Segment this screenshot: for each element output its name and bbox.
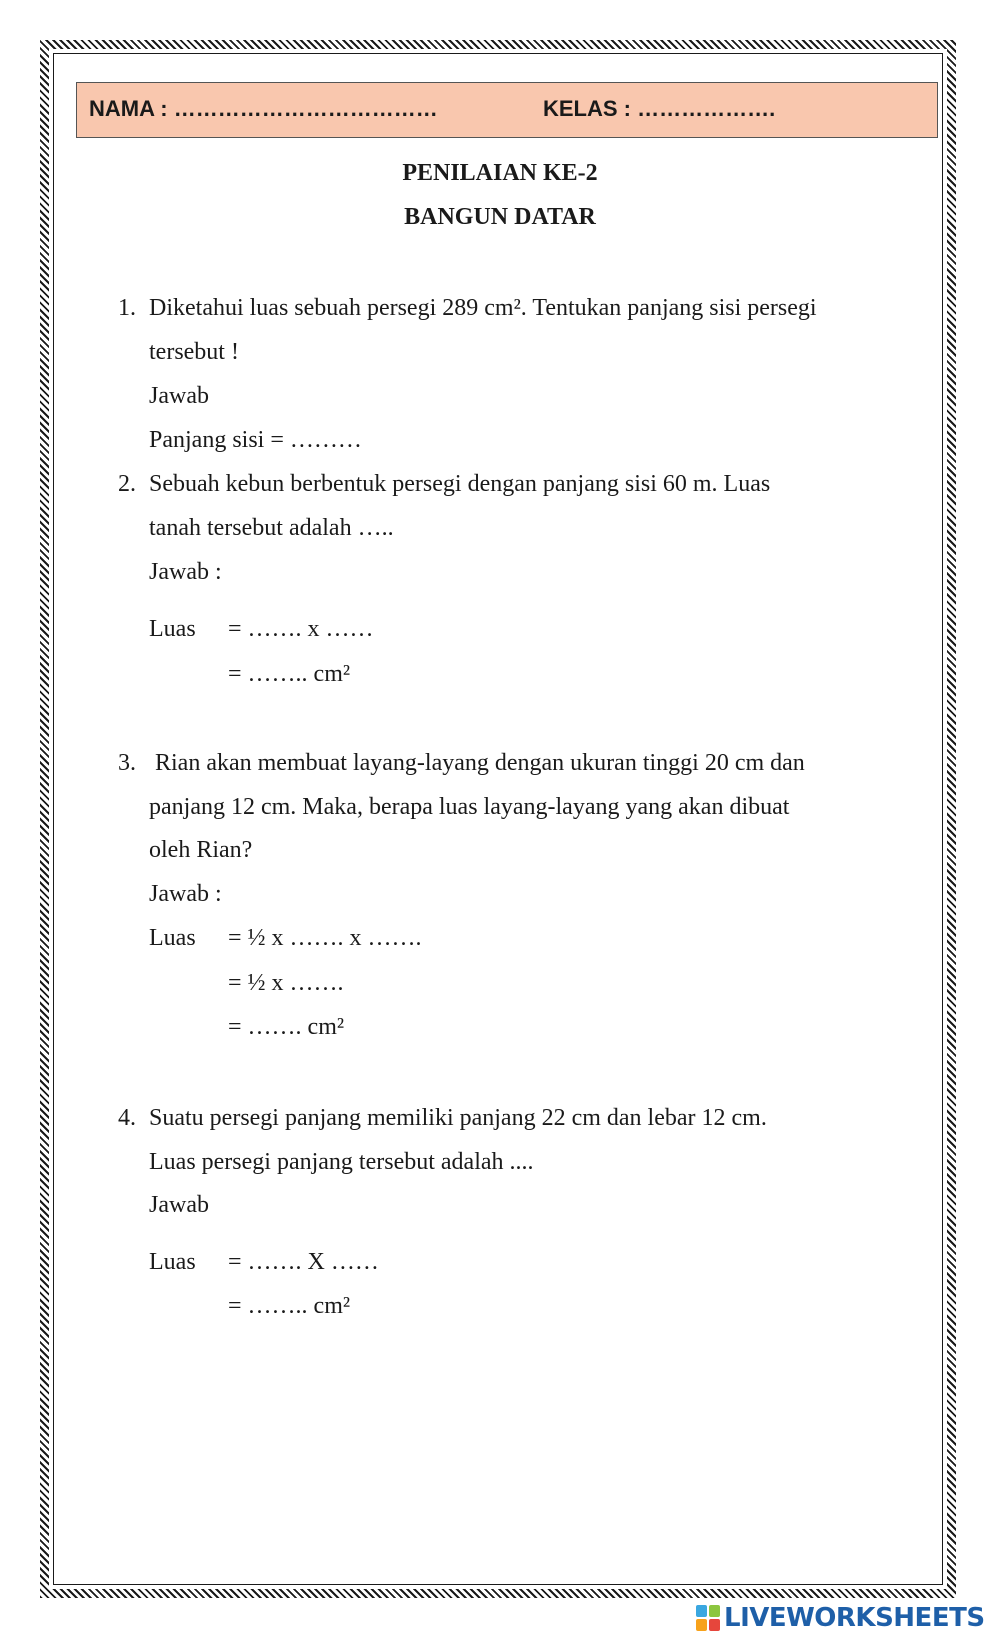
- page-title: PENILAIAN KE-2: [402, 160, 598, 186]
- q3-text-line2: panjang 12 cm. Maka, berapa luas layang-layang yang akan dibuat: [149, 794, 790, 820]
- page-subtitle: BANGUN DATAR: [404, 204, 596, 230]
- q2-jawab-label: Jawab :: [149, 559, 222, 585]
- student-info-box: [76, 82, 938, 138]
- q2-luas-label: Luas: [149, 616, 196, 642]
- brand-text: LIVEWORKSHEETS: [724, 1603, 985, 1633]
- q3-text-line1: Rian akan membuat layang-layang dengan ukuran tinggi 20 cm dan: [155, 750, 805, 776]
- q3-text-line3: oleh Rian?: [149, 837, 253, 863]
- q3-step2-field[interactable]: = ½ x …….: [228, 970, 344, 996]
- liveworksheets-logo[interactable]: [696, 1602, 985, 1634]
- q1-jawab-label: Jawab: [149, 383, 209, 409]
- liveworksheets-logo-icon: [696, 1605, 720, 1631]
- q3-luas-label: Luas: [149, 925, 196, 951]
- q1-number: 1.: [118, 295, 136, 321]
- nama-field[interactable]: NAMA : ………………………………: [89, 96, 438, 121]
- q1-text-line2: tersebut !: [149, 339, 239, 365]
- q4-step2-field[interactable]: = …….. cm²: [228, 1293, 351, 1319]
- q2-text-line1: Sebuah kebun berbentuk persegi dengan panjang sisi 60 m. Luas: [149, 471, 771, 497]
- q2-step1-field[interactable]: = ……. x ……: [228, 616, 374, 642]
- q4-luas-label: Luas: [149, 1249, 196, 1275]
- q3-number: 3.: [118, 750, 136, 776]
- q4-step1-field[interactable]: = ……. X ……: [228, 1249, 379, 1275]
- kelas-field[interactable]: KELAS : ……………….: [543, 96, 776, 121]
- q1-text-line1: Diketahui luas sebuah persegi 289 cm². Tentukan panjang sisi persegi: [149, 295, 817, 321]
- q4-text-line1: Suatu persegi panjang memiliki panjang 22 cm dan lebar 12 cm.: [149, 1105, 767, 1131]
- q3-step1-field[interactable]: = ½ x ……. x …….: [228, 925, 422, 951]
- q1-answer-field[interactable]: Panjang sisi = ………: [149, 427, 362, 453]
- q4-jawab-label: Jawab: [149, 1192, 209, 1218]
- q3-jawab-label: Jawab :: [149, 881, 222, 907]
- q4-text-line2: Luas persegi panjang tersebut adalah ....: [149, 1149, 534, 1175]
- q4-number: 4.: [118, 1105, 136, 1131]
- q2-number: 2.: [118, 471, 136, 497]
- q3-step3-field[interactable]: = ……. cm²: [228, 1014, 345, 1040]
- q2-text-line2: tanah tersebut adalah …..: [149, 515, 394, 541]
- q2-step2-field[interactable]: = …….. cm²: [228, 661, 351, 687]
